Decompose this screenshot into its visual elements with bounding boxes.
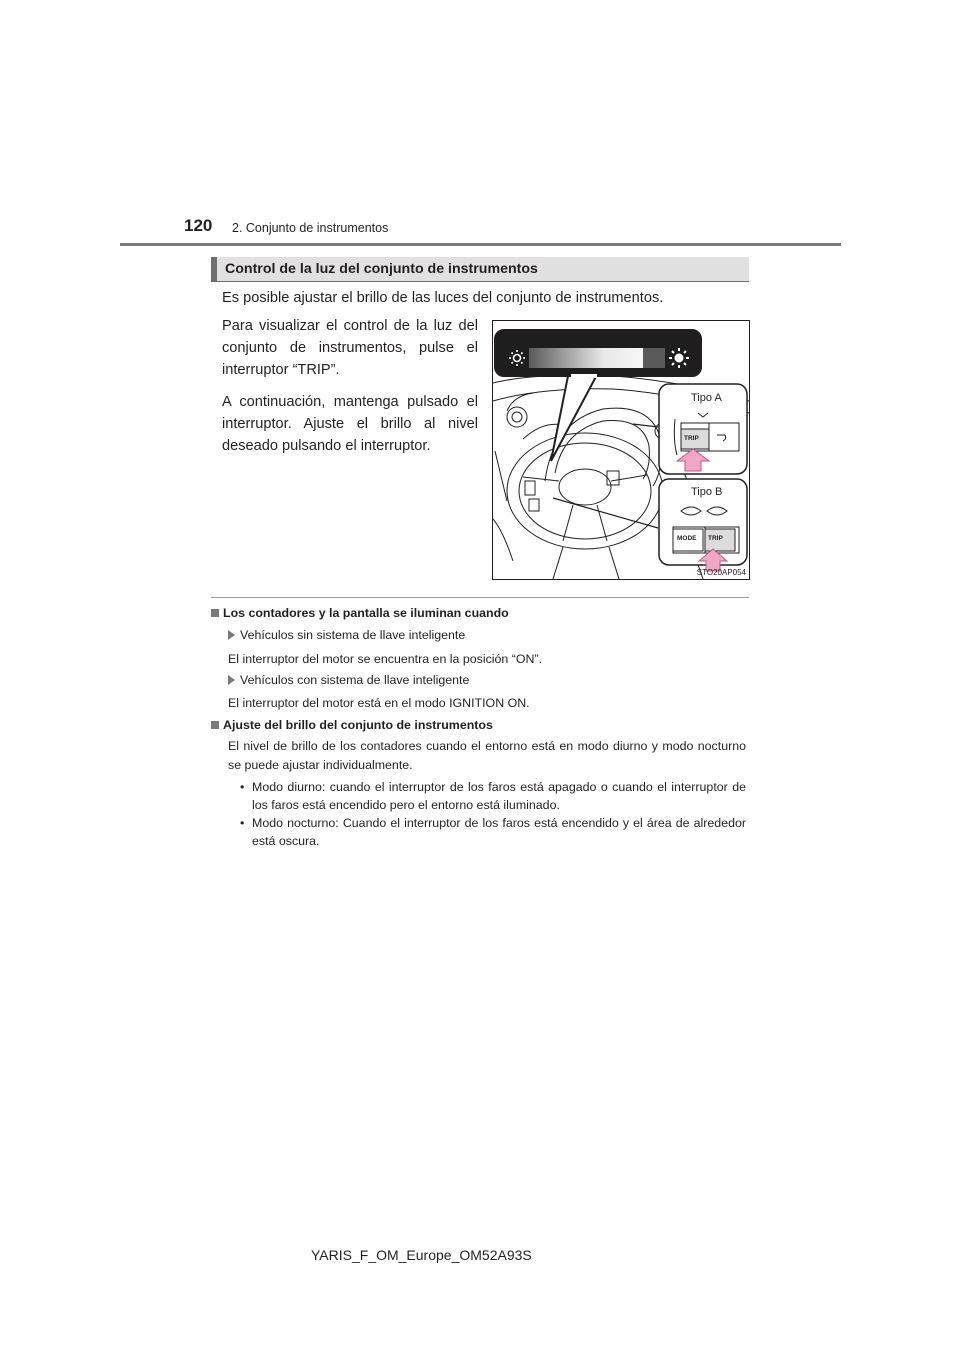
- intro-text: Es posible ajustar el brillo de las luces del conjunto de instrumentos.: [222, 290, 664, 306]
- notes-separator: [211, 597, 749, 598]
- section-heading-accent: [211, 257, 217, 281]
- dashboard-illustration: [492, 320, 750, 580]
- note-condition-1: Vehículos sin sistema de llave inteligente: [228, 626, 465, 645]
- sun-bright-icon: [669, 348, 689, 368]
- chapter-title: 2. Conjunto de instrumentos: [232, 221, 389, 235]
- instruction-paragraph-2: A continuación, mantenga pulsado el interruptor. Ajuste el brillo al nivel deseado pulsando el interruptor.: [222, 394, 478, 454]
- section-title: Control de la luz del conjunto de instrumentos: [225, 261, 538, 277]
- triangle-bullet-icon: [228, 675, 235, 685]
- tipo-b-label: Tipo B: [691, 486, 723, 498]
- bullet-dot: •: [240, 816, 245, 830]
- mode-button-label: MODE: [677, 535, 697, 542]
- note-text-1: El interruptor del motor se encuentra en la posición “ON”.: [228, 652, 543, 666]
- square-bullet-icon: [211, 721, 219, 729]
- instruction-paragraph-1: Para visualizar el control de la luz del conjunto de instrumentos, pulse el interruptor “TRIP”.: [222, 318, 478, 378]
- header-rule: [120, 243, 841, 246]
- footer-doc-id: YARIS_F_OM_Europe_OM52A93S: [311, 1247, 532, 1263]
- instruction-text: [222, 315, 478, 467]
- trip-button-a-label: TRIP: [684, 435, 699, 442]
- section-heading-bar: [211, 257, 749, 281]
- tipo-a-label: Tipo A: [691, 392, 722, 404]
- section-rule: [211, 281, 749, 282]
- triangle-bullet-icon: [228, 630, 235, 640]
- note-condition-2: Vehículos con sistema de llave inteligente: [228, 671, 469, 690]
- figure-code: STO20AP054: [696, 568, 746, 577]
- trip-button-b-label: TRIP: [708, 535, 723, 542]
- note-text-3: El nivel de brillo de los contadores cuando el entorno está en modo diurno y modo nocturno se puede ajustar individualmente.: [228, 739, 746, 772]
- page-number: 120: [184, 216, 213, 235]
- note-heading-2: Ajuste del brillo del conjunto de instrumentos: [211, 716, 493, 735]
- bullet-dot: •: [240, 780, 245, 794]
- bullet-item-night: • Modo nocturno: Cuando el interruptor de los faros está encendido y el área de alrededor está oscura.: [240, 816, 746, 848]
- square-bullet-icon: [211, 609, 219, 617]
- note-heading-1: Los contadores y la pantalla se iluminan cuando: [211, 604, 509, 623]
- bullet-item-day: • Modo diurno: cuando el interruptor de los faros está apagado o cuando el interruptor de los faros está encendido pero el entorno está iluminado.: [240, 780, 746, 812]
- note-text-2: El interruptor del motor está en el modo IGNITION ON.: [228, 696, 530, 710]
